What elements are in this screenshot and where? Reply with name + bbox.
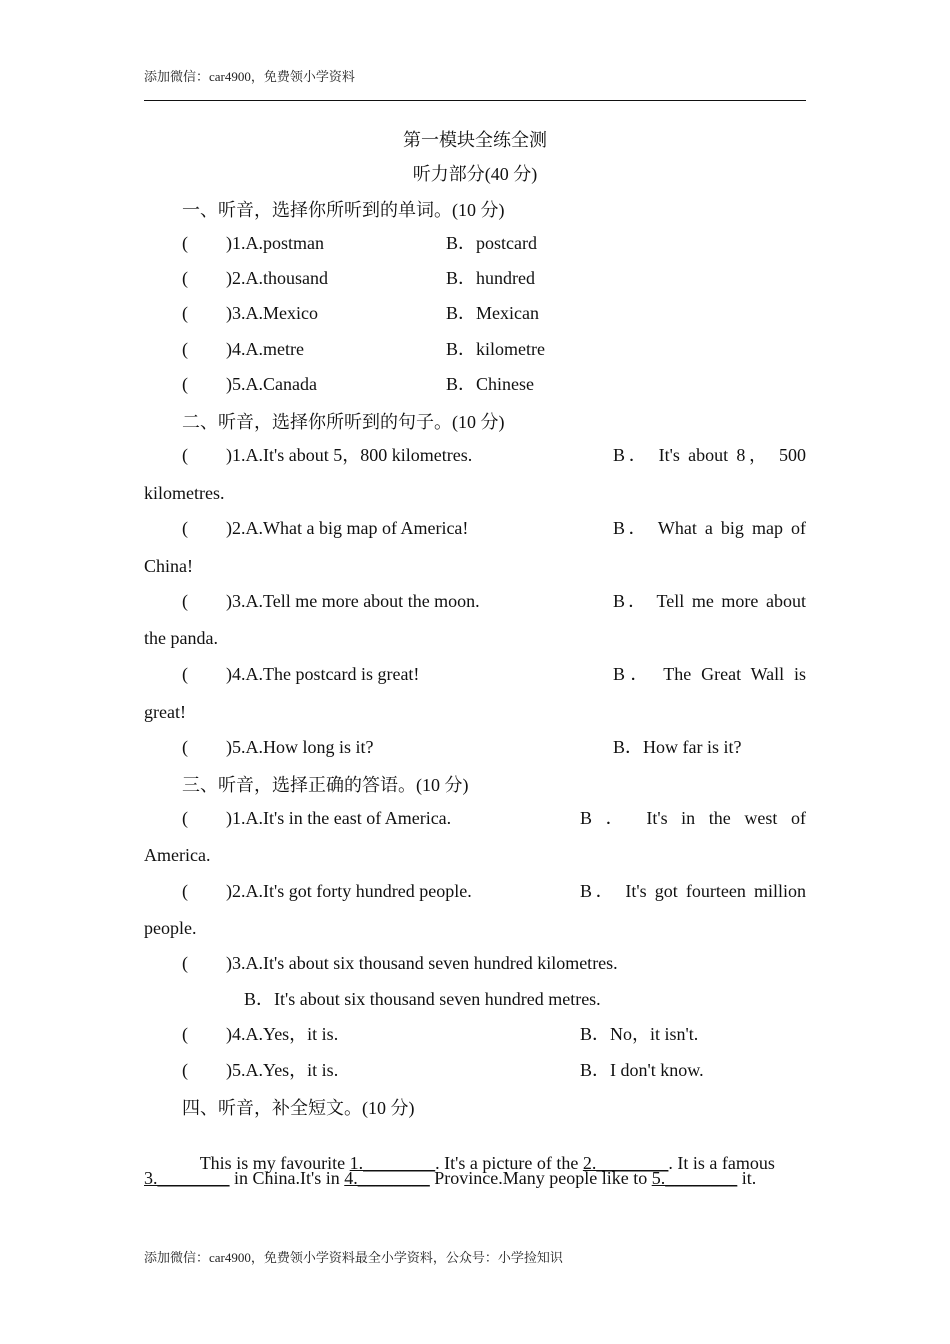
section-4-heading: 四、听音，补全短文。(10 分) <box>182 1098 415 1118</box>
answer-paren[interactable]: ( <box>182 737 188 757</box>
section-1-heading: 一、听音，选择你所听到的单词。(10 分) <box>182 200 505 220</box>
option-a: )2.A.It's got forty hundred people. <box>226 881 472 901</box>
option-b: B．Chinese <box>446 374 534 394</box>
answer-paren[interactable]: ( <box>182 1024 188 1044</box>
option-b: B．Mexican <box>446 303 539 323</box>
answer-paren[interactable]: ( <box>182 808 188 828</box>
page-footer: 添加微信：car4900，免费领小学资料最全小学资料，公众号：小学捡知识 <box>144 1250 563 1265</box>
blank-3[interactable]: 3.________ <box>144 1168 230 1188</box>
blank-5[interactable]: 5.________ <box>651 1168 738 1188</box>
answer-paren[interactable]: ( <box>182 339 188 359</box>
answer-paren[interactable]: ( <box>182 445 188 465</box>
option-a: )2.A.What a big map of America! <box>226 518 469 538</box>
option-a: )4.A.Yes，it is. <box>226 1024 339 1044</box>
option-a: )3.A.Tell me more about the moon. <box>226 591 480 611</box>
option-b: B． It's got fourteen million <box>580 881 806 901</box>
option-a: )5.A.How long is it? <box>226 737 374 757</box>
section-2-heading: 二、听音，选择你所听到的句子。(10 分) <box>182 412 505 432</box>
option-b: B．hundred <box>446 268 535 288</box>
option-b: B． It's about 8， 500 <box>613 445 806 465</box>
answer-paren[interactable]: ( <box>182 518 188 538</box>
option-b: B．kilometre <box>446 339 545 359</box>
option-b: B．How far is it? <box>613 737 742 757</box>
option-a: )4.A.The postcard is great! <box>226 664 420 684</box>
cloze-line-2 <box>144 1167 756 1189</box>
cloze-text: This is my favourite <box>199 1153 350 1173</box>
option-b-continued: the panda. <box>144 628 218 648</box>
answer-paren[interactable]: ( <box>182 1060 188 1080</box>
option-b: B．I don't know. <box>580 1060 704 1080</box>
option-b: B． Tell me more about <box>613 591 806 611</box>
blank-4[interactable]: 4.________ <box>344 1168 430 1188</box>
option-a: )3.A.It's about six thousand seven hundred kilometres. <box>226 953 618 973</box>
option-a: )5.A.Yes，it is. <box>226 1060 339 1080</box>
answer-paren[interactable]: ( <box>182 303 188 323</box>
cloze-text: it. <box>737 1168 757 1188</box>
option-a: )4.A.metre <box>226 339 304 359</box>
option-a: )5.A.Canada <box>226 374 317 394</box>
option-a: )1.A.It's about 5，800 kilometres. <box>226 445 473 465</box>
option-a: )1.A.postman <box>226 233 324 253</box>
option-b: B． The Great Wall is <box>613 664 806 684</box>
answer-paren[interactable]: ( <box>182 881 188 901</box>
section-3-heading: 三、听音，选择正确的答语。(10 分) <box>182 775 469 795</box>
cloze-text: Province.Many people like to <box>429 1168 652 1188</box>
answer-paren[interactable]: ( <box>182 268 188 288</box>
option-b: B． What a big map of <box>613 518 806 538</box>
cloze-text: . It is a famous <box>668 1153 775 1173</box>
option-a: )1.A.It's in the east of America. <box>226 808 452 828</box>
option-a: )2.A.thousand <box>226 268 328 288</box>
option-b: B．postcard <box>446 233 537 253</box>
page-title: 第一模块全练全测 <box>403 130 547 150</box>
header-rule <box>144 100 806 101</box>
blank-2[interactable]: 2.________ <box>582 1153 669 1173</box>
cloze-text: in China.It's in <box>229 1168 345 1188</box>
answer-paren[interactable]: ( <box>182 591 188 611</box>
answer-paren[interactable]: ( <box>182 664 188 684</box>
option-b: B ． It's in the west of <box>580 808 806 828</box>
option-b-continued: China! <box>144 556 193 576</box>
cloze-text: . It's a picture of the <box>435 1153 583 1173</box>
blank-1[interactable]: 1.________ <box>349 1153 436 1173</box>
option-a: )3.A.Mexico <box>226 303 318 323</box>
page-header: 添加微信：car4900，免费领小学资料 <box>144 69 355 84</box>
page-subtitle: 听力部分(40 分) <box>412 164 538 184</box>
answer-paren[interactable]: ( <box>182 233 188 253</box>
answer-paren[interactable]: ( <box>182 374 188 394</box>
option-b-continued: great! <box>144 702 186 722</box>
answer-paren[interactable]: ( <box>182 953 188 973</box>
option-b: B．No，it isn't. <box>580 1024 699 1044</box>
option-b-continued: America. <box>144 845 211 865</box>
option-b-continued: kilometres. <box>144 483 225 503</box>
option-b: B．It's about six thousand seven hundred metres. <box>244 989 601 1009</box>
option-b-continued: people. <box>144 918 197 938</box>
